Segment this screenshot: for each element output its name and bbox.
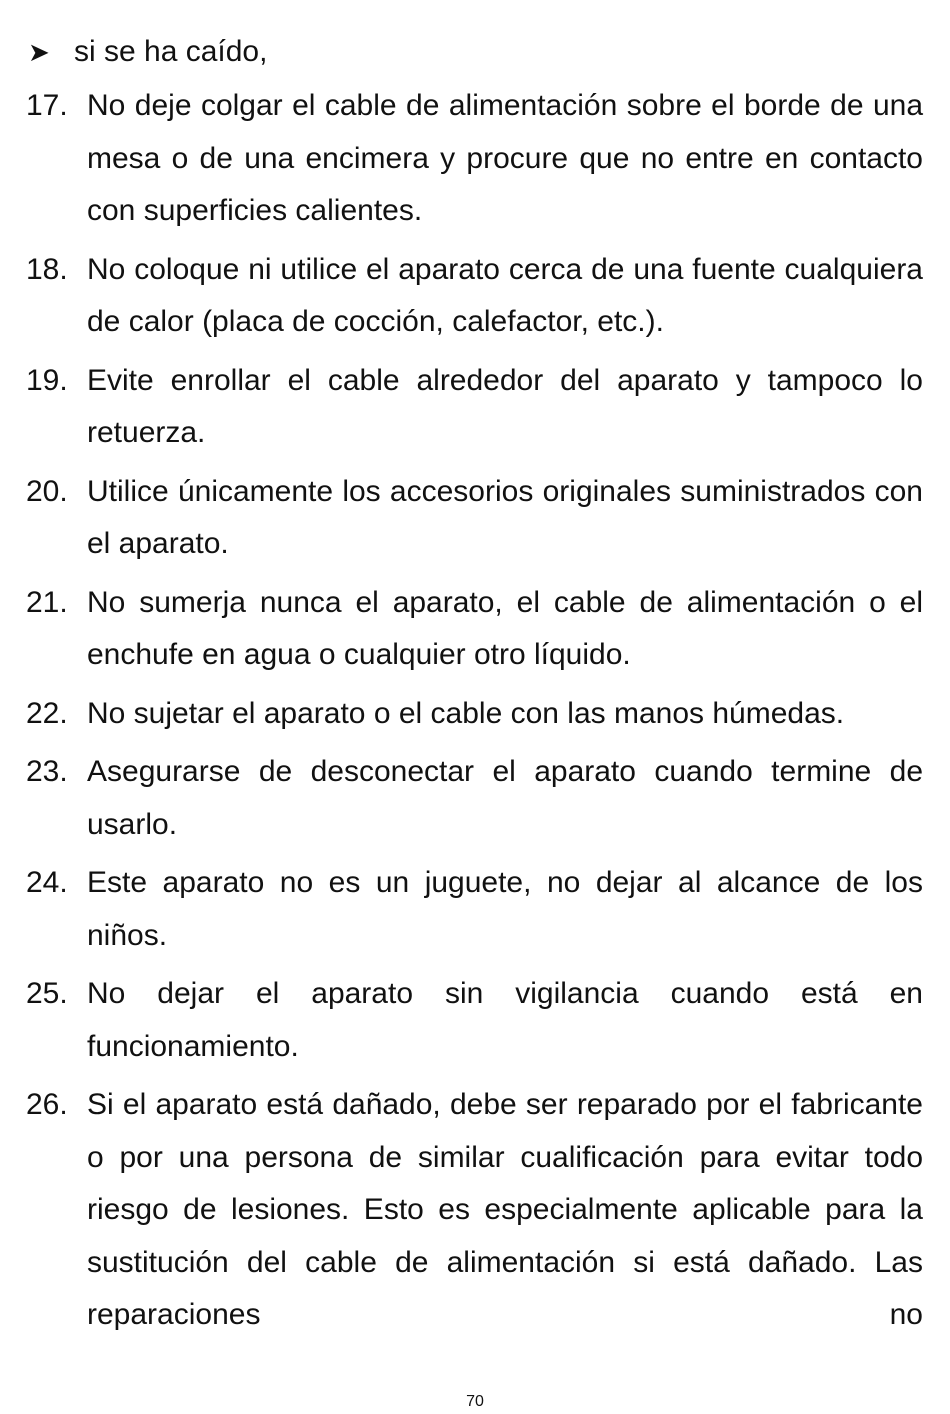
list-item [26, 857, 923, 962]
arrow-bullet-icon: ➤ [28, 37, 50, 67]
list-item [26, 968, 923, 1073]
list-item-text: Si el aparato está dañado, debe ser reparado por el fabricante o por una persona de similar cualificación para evitar todo riesgo de lesiones. Esto es especialmente aplicable para la sustitución del cable de alimentación si está dañado. Las reparaciones no [87, 1088, 923, 1331]
list-item-number: 18. [26, 252, 68, 286]
list-item [26, 577, 923, 682]
list-item [26, 80, 923, 238]
list-item-number: 26. [26, 1088, 68, 1121]
list-item-number: 23. [26, 755, 68, 788]
list-item [26, 355, 923, 460]
list-item-number: 17. [26, 89, 68, 122]
bullet-item-text: si se ha caído, [74, 35, 268, 68]
list-item-text: No deje colgar el cable de alimentación sobre el borde de una mesa o de una encimera y procure que no entre en contacto con superficies calientes. [87, 89, 923, 227]
list-item-text: No sumerja nunca el aparato, el cable de alimentación o el enchufe en agua o cualquier otro líquido. [87, 585, 923, 671]
list-item-number: 22. [26, 696, 68, 730]
list-item-number: 21. [26, 585, 68, 619]
list-item [26, 746, 923, 851]
list-item-number: 20. [26, 474, 68, 508]
list-item-text: No coloque ni utilice el aparato cerca de una fuente cualquiera de calor (placa de cocción, calefactor, etc.). [87, 252, 923, 338]
list-item-text: No sujetar el aparato o el cable con las manos húmedas. [87, 696, 845, 730]
list-item-number: 24. [26, 866, 68, 899]
list-item [26, 688, 923, 741]
numbered-list [26, 80, 923, 1348]
list-item [26, 1079, 923, 1342]
list-item-text: Utilice únicamente los accesorios originales suministrados con el aparato. [87, 474, 923, 560]
list-item-text: Evite enrollar el cable alrededor del aparato y tampoco lo retuerza. [87, 363, 923, 449]
list-item-number: 25. [26, 977, 68, 1010]
list-item [26, 244, 923, 349]
page-number: 70 [466, 1393, 484, 1410]
list-item-text: Este aparato no es un juguete, no dejar al alcance de los niños. [87, 866, 923, 952]
list-item [26, 466, 923, 571]
list-item-text: Asegurarse de desconectar el aparato cuando termine de usarlo. [87, 755, 923, 841]
list-item-text: No dejar el aparato sin vigilancia cuando está en funcionamiento. [87, 977, 923, 1063]
bullet-item [28, 26, 267, 78]
list-item-number: 19. [26, 363, 68, 397]
